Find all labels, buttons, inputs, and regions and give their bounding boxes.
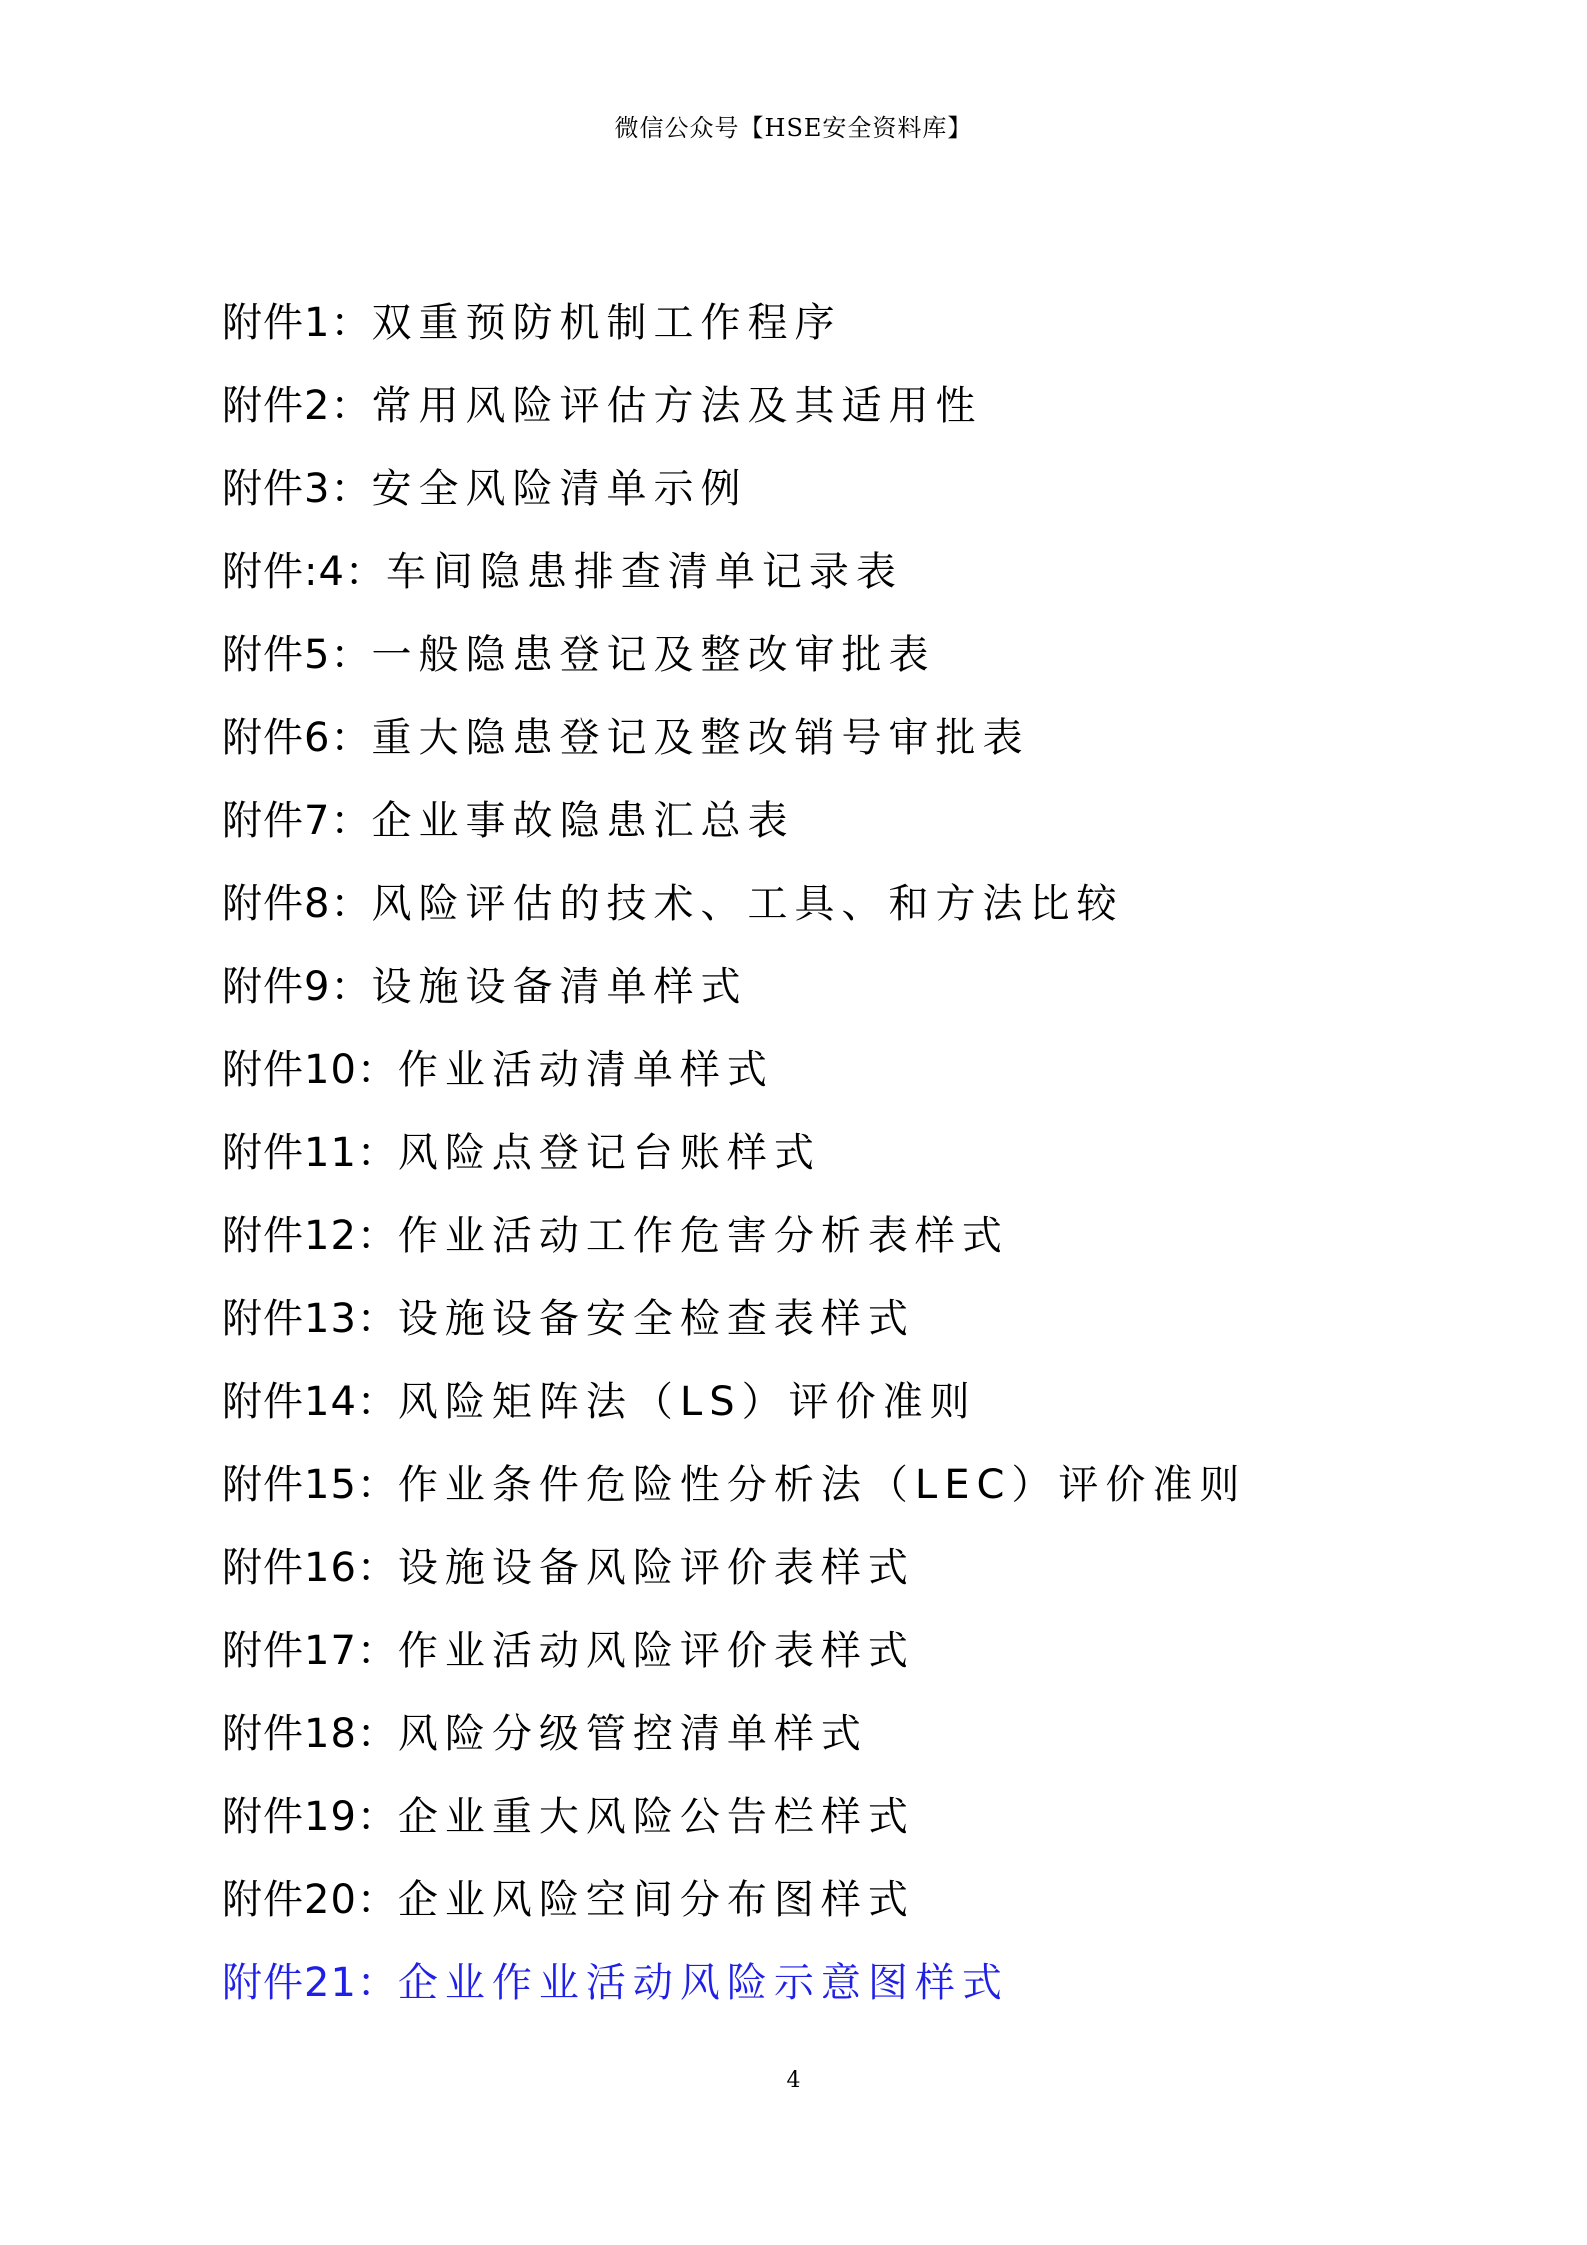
attachment-prefix: 附件7：	[222, 798, 372, 844]
attachment-item-10	[222, 1040, 1522, 1123]
attachment-item-4	[222, 542, 1522, 625]
attachment-item-3	[222, 459, 1522, 542]
attachment-item-14	[222, 1372, 1522, 1455]
attachment-prefix: 附件5：	[222, 632, 372, 678]
attachment-item-1	[222, 293, 1522, 376]
attachment-prefix: 附件14：	[222, 1379, 398, 1425]
attachment-prefix: 附件15：	[222, 1462, 398, 1508]
attachment-prefix: 附件1：	[222, 300, 372, 346]
attachment-prefix: 附件11：	[222, 1130, 398, 1176]
attachment-item-6	[222, 708, 1522, 791]
attachment-title: 安全风险清单示例	[371, 466, 748, 512]
attachment-item-9	[222, 957, 1522, 1040]
attachment-title: 作业活动清单样式	[397, 1047, 774, 1093]
attachment-prefix: 附件6：	[222, 715, 372, 761]
attachment-title: 作业活动工作危害分析表样式	[397, 1213, 1009, 1259]
attachment-title: 重大隐患登记及整改销号审批表	[371, 715, 1030, 761]
attachment-prefix: 附件10：	[222, 1047, 398, 1093]
attachment-item-12	[222, 1206, 1522, 1289]
attachment-list	[222, 293, 1522, 2036]
attachment-prefix: 附件12：	[222, 1213, 398, 1259]
attachment-item-2	[222, 376, 1522, 459]
attachment-prefix: 附件17：	[222, 1628, 398, 1674]
attachment-item-17	[222, 1621, 1522, 1704]
page-header: 微信公众号【HSE安全资料库】	[614, 114, 973, 142]
attachment-title: 车间隐患排查清单记录表	[385, 549, 903, 595]
attachment-item-21-link[interactable]	[222, 1953, 1522, 2036]
page-number: 4	[786, 2068, 801, 2093]
attachment-title: 设施设备清单样式	[371, 964, 748, 1010]
attachment-prefix: 附件20：	[222, 1877, 398, 1923]
attachment-title: 风险评估的技术、工具、和方法比较	[371, 881, 1124, 927]
attachment-prefix: 附件9：	[222, 964, 372, 1010]
attachment-title: 风险矩阵法（LS）评价准则	[397, 1379, 977, 1425]
attachment-title: 风险分级管控清单样式	[397, 1711, 868, 1757]
attachment-title: 风险点登记台账样式	[397, 1130, 821, 1176]
attachment-title: 常用风险评估方法及其适用性	[371, 383, 983, 429]
attachment-item-20	[222, 1870, 1522, 1953]
attachment-title: 企业作业活动风险示意图样式	[397, 1960, 1009, 2006]
attachment-item-11	[222, 1123, 1522, 1206]
attachment-prefix: 附件3：	[222, 466, 372, 512]
attachment-title: 作业条件危险性分析法（LEC）评价准则	[397, 1462, 1247, 1508]
attachment-title: 企业事故隐患汇总表	[371, 798, 795, 844]
attachment-title: 设施设备风险评价表样式	[397, 1545, 915, 1591]
attachment-prefix: 附件19：	[222, 1794, 398, 1840]
attachment-item-16	[222, 1538, 1522, 1621]
attachment-prefix: 附件:4：	[222, 549, 386, 595]
attachment-item-5	[222, 625, 1522, 708]
attachment-prefix: 附件16：	[222, 1545, 398, 1591]
attachment-title: 企业风险空间分布图样式	[397, 1877, 915, 1923]
attachment-title: 作业活动风险评价表样式	[397, 1628, 915, 1674]
attachment-item-13	[222, 1289, 1522, 1372]
attachment-prefix: 附件2：	[222, 383, 372, 429]
attachment-title: 企业重大风险公告栏样式	[397, 1794, 915, 1840]
attachment-item-15	[222, 1455, 1522, 1538]
attachment-title: 设施设备安全检查表样式	[397, 1296, 915, 1342]
attachment-item-19	[222, 1787, 1522, 1870]
attachment-title: 双重预防机制工作程序	[371, 300, 842, 346]
attachment-title: 一般隐患登记及整改审批表	[371, 632, 936, 678]
attachment-item-8	[222, 874, 1522, 957]
attachment-prefix: 附件13：	[222, 1296, 398, 1342]
attachment-prefix: 附件21：	[222, 1960, 398, 2006]
attachment-item-18	[222, 1704, 1522, 1787]
attachment-prefix: 附件18：	[222, 1711, 398, 1757]
attachment-item-7	[222, 791, 1522, 874]
attachment-prefix: 附件8：	[222, 881, 372, 927]
